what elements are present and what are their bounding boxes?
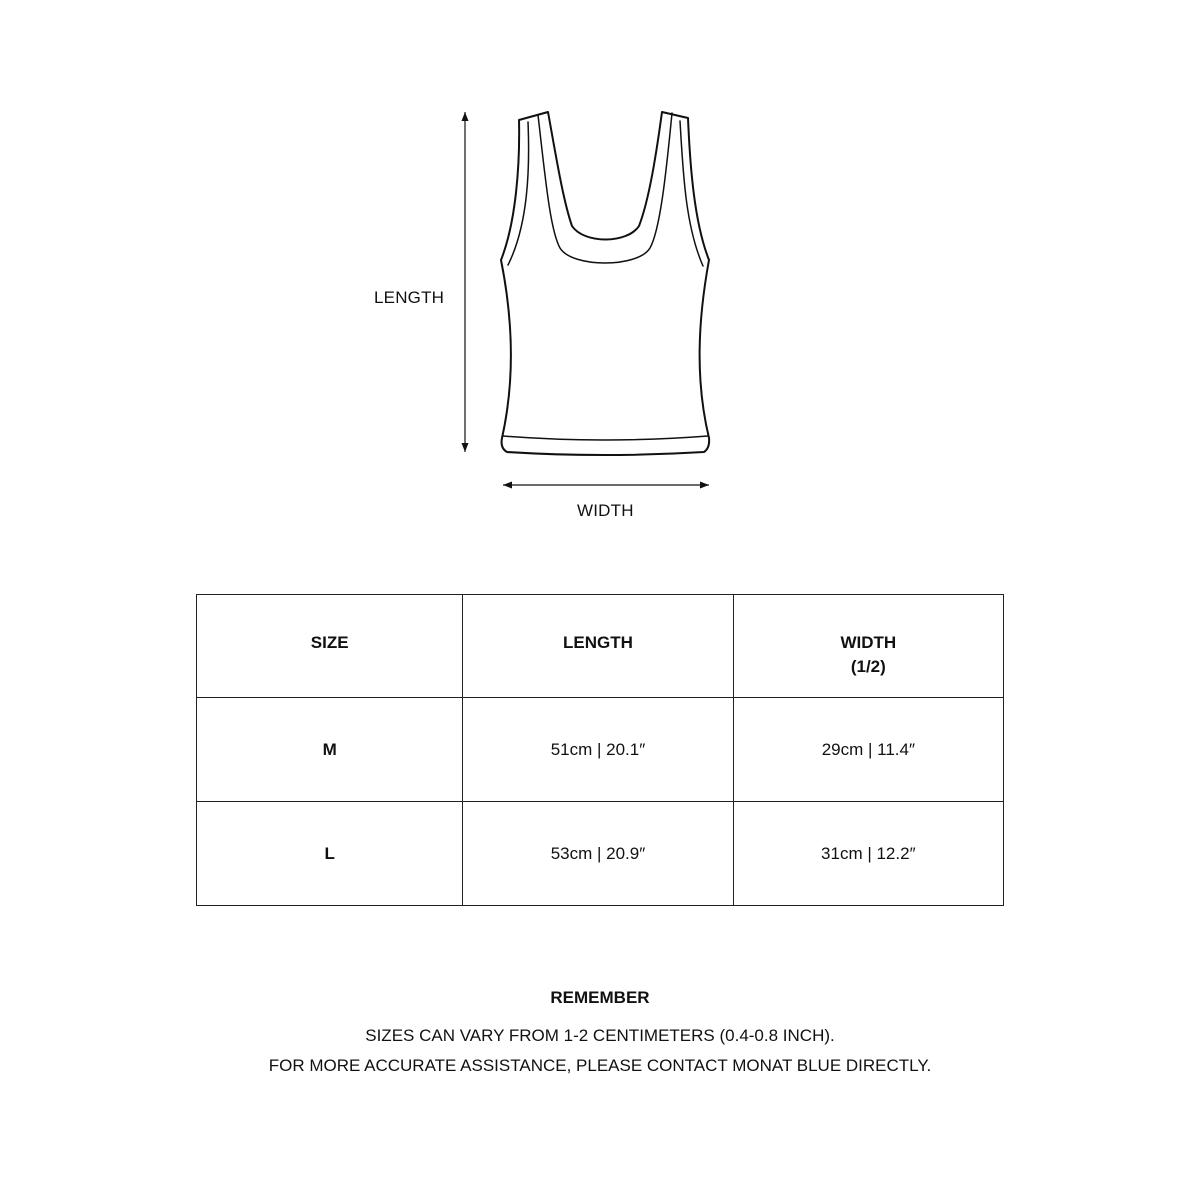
length-cell: 51cm | 20.1″ — [463, 698, 733, 802]
header-width-line2: (1/2) — [850, 657, 886, 676]
note-line-1: SIZES CAN VARY FROM 1-2 CENTIMETERS (0.4-0.8 INCH). — [365, 1026, 835, 1045]
table-header-row — [197, 595, 1004, 698]
garment-diagram — [0, 0, 1200, 560]
size-cell: L — [197, 802, 463, 906]
width-cell: 31cm | 12.2″ — [733, 802, 1003, 906]
width-label: WIDTH — [577, 501, 634, 520]
table-row — [197, 698, 1004, 802]
table-row — [197, 802, 1004, 906]
header-width-line1: WIDTH — [840, 633, 897, 652]
note-title: REMEMBER — [550, 988, 650, 1007]
header-length: LENGTH — [463, 595, 733, 698]
length-cell: 53cm | 20.9″ — [463, 802, 733, 906]
size-table — [196, 594, 1004, 906]
size-cell: M — [197, 698, 463, 802]
note-line-2: FOR MORE ACCURATE ASSISTANCE, PLEASE CONTACT MONAT BLUE DIRECTLY. — [268, 1056, 932, 1075]
header-size: SIZE — [197, 595, 463, 698]
tank-top-icon — [0, 0, 1200, 560]
width-cell: 29cm | 11.4″ — [733, 698, 1003, 802]
length-label: LENGTH — [374, 288, 445, 307]
tank-top-outline — [501, 112, 709, 455]
header-width — [733, 595, 1003, 698]
